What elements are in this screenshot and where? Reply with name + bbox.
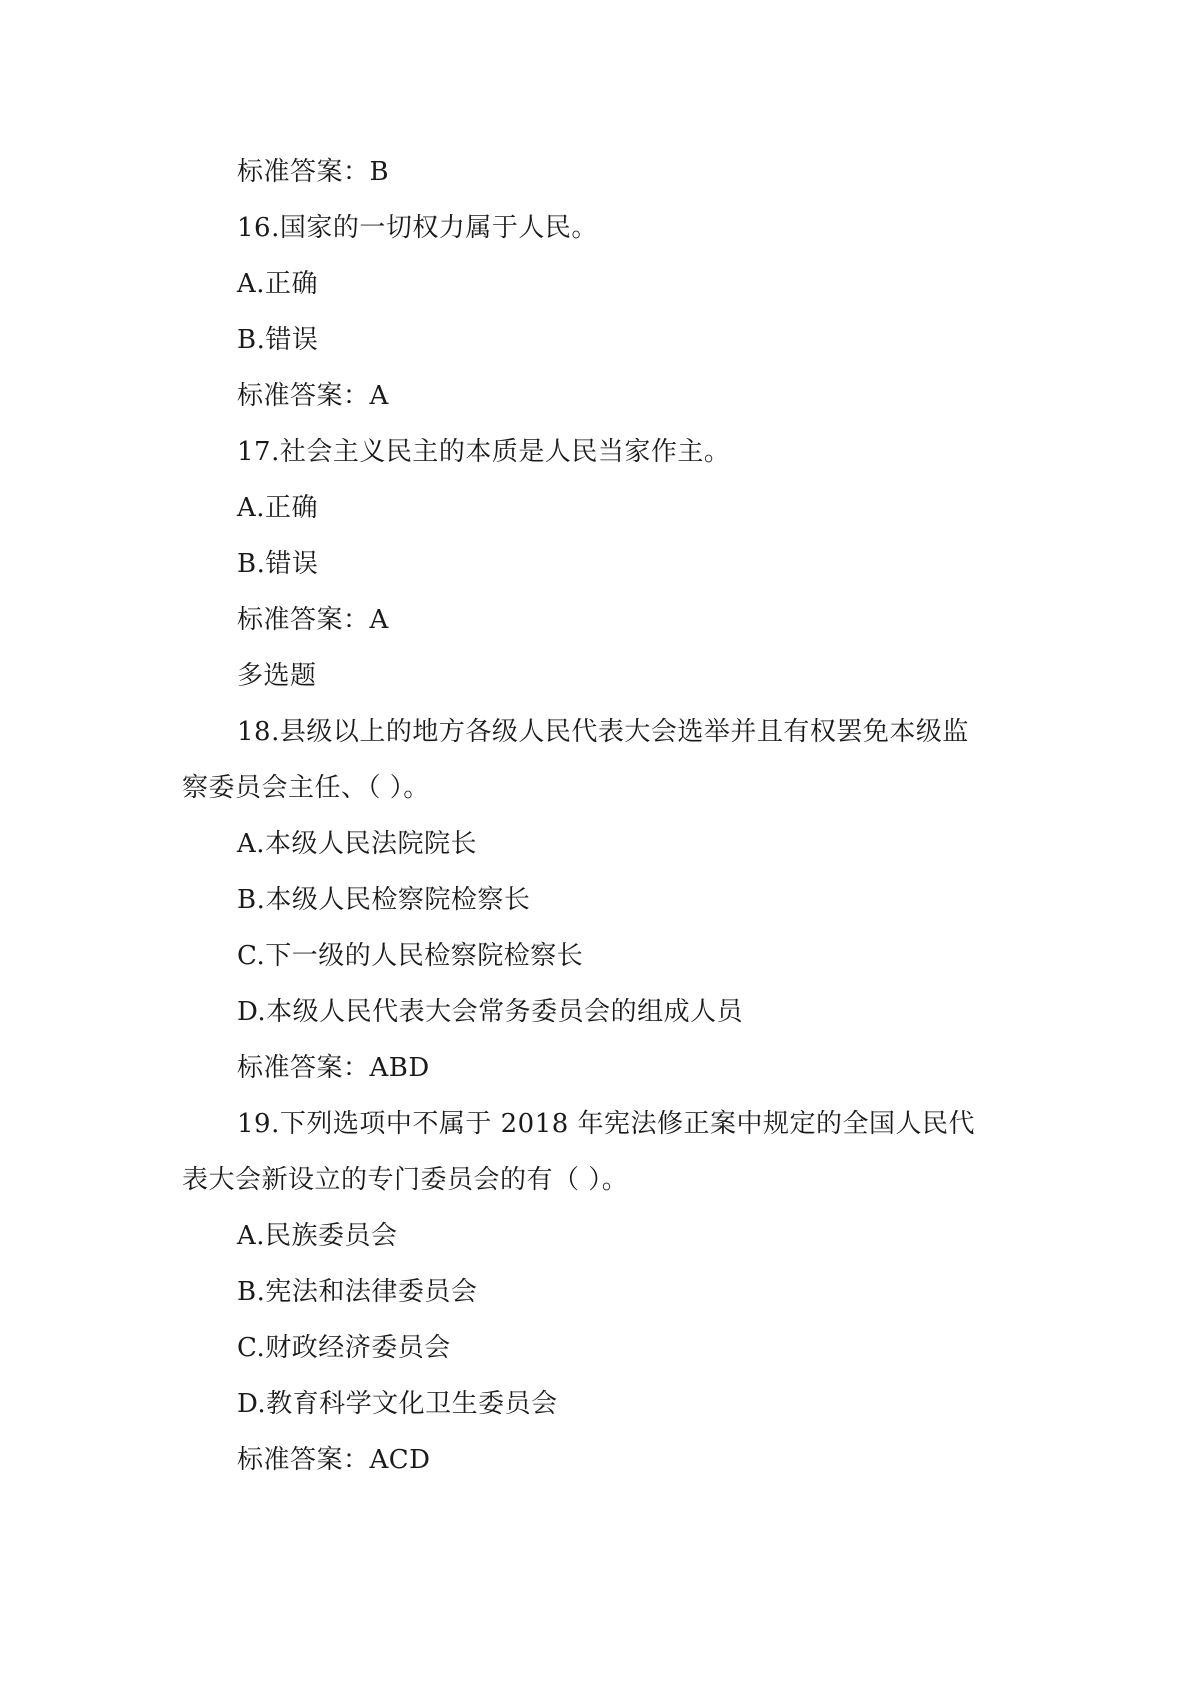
option-18-b: B.本级人民检察院检察长 [237,885,531,915]
option-16-b: B.错误 [237,325,319,355]
question-18-line-1: 18.县级以上的地方各级人民代表大会选举并且有权罢免本级监 [237,717,969,747]
option-18-c: C.下一级的人民检察院检察长 [237,941,584,971]
option-18-d: D.本级人民代表大会常务委员会的组成人员 [237,997,744,1027]
question-17: 17.社会主义民主的本质是人民当家作主。 [237,437,731,467]
option-19-a: A.民族委员会 [237,1221,398,1251]
option-16-a: A.正确 [237,269,319,299]
answer-15: 标准答案：B [237,157,390,187]
option-19-d: D.教育科学文化卫生委员会 [237,1389,558,1419]
question-16: 16.国家的一切权力属于人民。 [237,213,598,243]
section-heading-multiple-choice: 多选题 [237,661,317,691]
answer-18: 标准答案：ABD [237,1053,430,1083]
option-19-c: C.财政经济委员会 [237,1333,451,1363]
question-18-line-2: 察委员会主任、（ ）。 [182,773,430,803]
option-19-b: B.宪法和法律委员会 [237,1277,478,1307]
question-19-line-1: 19.下列选项中不属于 2018 年宪法修正案中规定的全国人民代 [237,1109,976,1139]
answer-19: 标准答案：ACD [237,1445,431,1475]
option-17-a: A.正确 [237,493,319,523]
option-18-a: A.本级人民法院院长 [237,829,478,859]
question-19-line-2: 表大会新设立的专门委员会的有（ ）。 [182,1165,629,1195]
answer-16: 标准答案：A [237,381,389,411]
option-17-b: B.错误 [237,549,319,579]
answer-17: 标准答案：A [237,605,389,635]
